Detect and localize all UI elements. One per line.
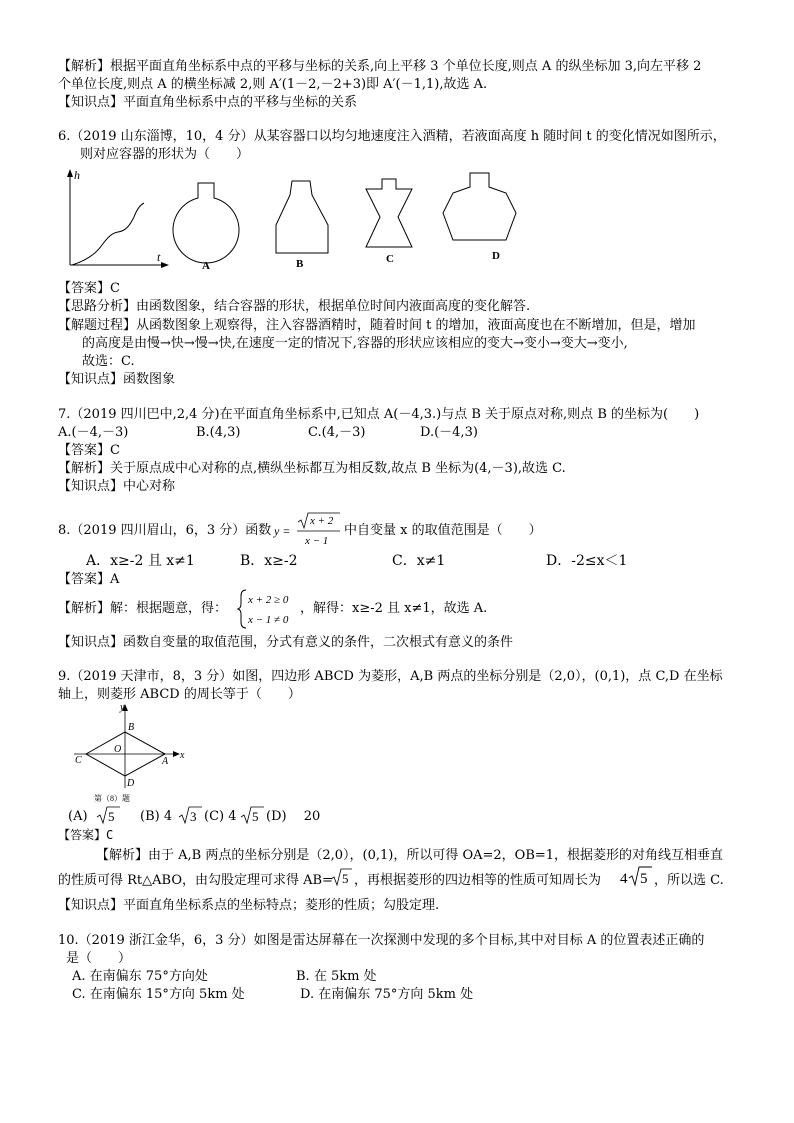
q7-analysis: 【解析】关于原点成中心对称的点,横纵坐标都互为相反数,故点 B 坐标为(4,－3),故选 C. (58, 461, 566, 476)
q7-stem: 7.（2019 四川巴中,2,4 分)在平面直角坐标系中,已知点 A(－4,3.)与点 B 关于原点对称,则点 B 的坐标为( ) (58, 407, 700, 422)
q8-func-denominator: x − 1 (305, 535, 329, 547)
q8-knowledge: 【知识点】函数自变量的取值范围，分式有意义的条件，二次根式有意义的条件 (58, 635, 514, 650)
q9-option-a-value: 5 (108, 809, 115, 824)
q8-function-formula (272, 510, 344, 550)
container-d-label: D (492, 250, 500, 262)
q8-func-numerator: x + 2 (310, 515, 334, 527)
q9-stem-line-1: 9.（2019 天津市，8，3 分）如图，四边形 ABCD 为菱形，A,B 两点的坐标分别是（2,0），(0,1)，点 C,D 在坐标 (58, 669, 723, 684)
q7-option-d: D.(－4,3) (420, 425, 478, 440)
q9-option-a-sqrt (96, 804, 122, 826)
q9-analysis-line-2-suffix: ，所以选 C. (654, 873, 724, 888)
q6-axis-t-label: t (157, 250, 161, 264)
q9-analysis-perimeter (618, 864, 654, 888)
q6-process-line-3: 故选：C. (82, 354, 135, 369)
q8-analysis-prefix: 【解析】解：根据题意，得： (58, 601, 228, 616)
q10-option-b: B. 在 5km 处 (296, 969, 377, 984)
q6-thinking: 【思路分析】由函数图象，结合容器的形状，根据单位时间内液面高度的变化解答. (58, 299, 531, 314)
knowledge-point: 【知识点】平面直角坐标系中点的平移与坐标的关系 (58, 95, 358, 110)
q9-point-a: A (162, 756, 169, 767)
q9-point-o: O (114, 744, 122, 755)
q7-answer: 【答案】C (58, 443, 120, 458)
q9-option-c-label: (C) 4 (204, 809, 237, 824)
q6-process-line-2: 的高度是由慢→快→慢→快,在速度一定的情况下,容器的形状应该相应的变大→变小→变大→变小, (82, 336, 628, 351)
q9-answer: 【答案】C (58, 828, 114, 842)
q10-option-a: A. 在南偏东 75°方向处 (72, 969, 208, 984)
q8-inequality-2: x − 1 ≠ 0 (248, 614, 289, 626)
q6-knowledge: 【知识点】函数图象 (58, 372, 176, 387)
q9-point-b: B (128, 722, 135, 733)
q9-knowledge: 【知识点】平面直角坐标系点的坐标特点；菱形的性质；勾股定理. (58, 898, 440, 913)
q9-analysis-perimeter-root: 5 (640, 871, 648, 887)
container-a-label: A (202, 260, 210, 272)
q7-option-b: B.(4,3) (196, 425, 241, 440)
q10-stem-line-1: 10.（2019 浙江金华，6，3 分）如图是雷达屏幕在一次探测中发现的多个目标,其中对目标 A 的位置表述正确的 (58, 933, 705, 948)
q10-stem-line-2: 是（ ） (66, 951, 132, 966)
q9-option-c-sqrt (240, 804, 266, 826)
q9-analysis-line-2-prefix: 的性质可得 Rt△ABO，由勾股定理可求得 AB= (58, 873, 333, 888)
q6-figure (60, 165, 500, 280)
q9-analysis-line-2-middle: ，再根据菱形的四边相等的性质可知周长为 (354, 873, 602, 888)
q8-stem-suffix: 中自变量 x 的取值范围是（ ） (344, 523, 542, 538)
q9-rhombus-figure (70, 702, 190, 804)
container-b-label: B (296, 258, 304, 270)
q8-option-b: B．x≥-2 (240, 553, 298, 569)
q9-axis-y-label: y (120, 702, 125, 713)
q8-analysis-suffix: ，解得：x≥-2 且 x≠1，故选 A. (300, 601, 488, 616)
q9-analysis-line-1: 【解析】由于 A,B 两点的坐标分别是（2,0），(0,1)，所以可得 OA=2，OB=1，根据菱形的对角线互相垂直 (96, 848, 724, 863)
q6-process-line-1: 【解题过程】从函数图象上观察得，注入容器酒精时，随着时间 t 的增加，液面高度也在不断增加，但是，增加 (58, 318, 696, 333)
q9-point-c: C (75, 755, 82, 766)
q8-stem-prefix: 8.（2019 四川眉山，6，3 分）函数 (58, 523, 272, 538)
container-c (366, 179, 412, 265)
q9-option-b-value: 3 (190, 809, 197, 824)
q9-axis-x-label: x (180, 750, 185, 761)
q10-option-d: D. 在南偏东 75°方向 5km 处 (300, 987, 474, 1002)
q6-function-graph (67, 168, 169, 268)
q9-analysis-sqrt-1-value: 5 (342, 871, 349, 886)
container-a (173, 183, 239, 272)
q9-figure-caption: 第（8）题 (94, 794, 130, 803)
q10-option-c: C. 在南偏东 15°方向 5km 处 (72, 987, 245, 1002)
container-b (276, 181, 328, 270)
analysis-text-line-1: 【解析】根据平面直角坐标系中点的平移与坐标的关系,向上平移 3 个单位长度,则点 A 的纵坐标加 3,向左平移 2 (58, 59, 702, 74)
q8-option-a: A．x≥-2 且 x≠1 (86, 553, 195, 569)
q8-option-c: C．x≠1 (392, 553, 446, 569)
q9-option-d: (D) 20 (266, 809, 321, 824)
q9-stem-line-2: 轴上，则菱形 ABCD 的周长等于（ ） (58, 687, 301, 702)
q8-answer: 【答案】A (58, 572, 120, 587)
q7-option-c: C.(4,－3) (308, 425, 366, 440)
q6-stem-line-1: 6.（2019 山东淄博，10，4 分）从某容器口以均匀地速度注入酒精，若液面高度 h 随时间 t 的变化情况如图所示， (58, 129, 726, 144)
q9-option-a-label: (A) (68, 809, 88, 824)
q6-axis-h-label: h (74, 168, 80, 182)
q9-option-b-label: (B) 4 (140, 809, 173, 824)
q8-func-y: y = (274, 524, 291, 538)
container-c-label: C (386, 253, 394, 265)
q9-point-d: D (127, 778, 135, 789)
q8-option-d: D．-2≤x＜1 (546, 553, 628, 569)
q9-option-c-value: 5 (252, 809, 259, 824)
q9-analysis-sqrt-1 (330, 866, 354, 888)
q7-knowledge: 【知识点】中心对称 (58, 479, 176, 494)
q8-inequality-1: x + 2 ≥ 0 (248, 594, 289, 606)
q6-stem-line-2: 则对应容器的形状为（ ） (80, 147, 250, 162)
analysis-text-line-2: 个单位长度,则点 A 的横坐标减 2,则 A′(1－2,－2+3)即 A′(－1,1),故选 A. (58, 77, 488, 92)
q9-option-b-sqrt (178, 804, 204, 826)
q6-answer: 【答案】C (58, 281, 120, 296)
container-d (443, 173, 516, 262)
q7-option-a: A.(－4,－3) (58, 425, 129, 440)
q9-analysis-perimeter-coef: 4 (620, 871, 628, 887)
